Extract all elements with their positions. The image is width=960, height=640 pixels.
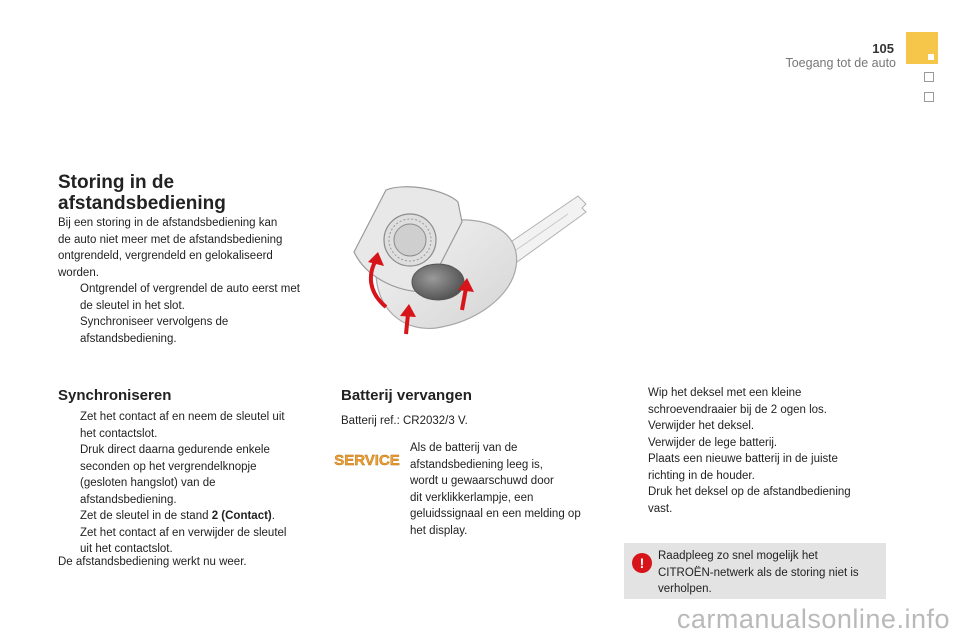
list-item: Plaats een nieuwe batterij in de juiste richting in de houder. [648,453,838,482]
list-item: Druk het deksel op de afstandbediening vast. [648,486,851,515]
list-item: Zet het contact af en verwijder de sleutel uit het contactslot. [80,526,287,555]
service-explanation: Als de batterij van de afstandsbediening leeg is, wordt u gewaarschuwd door dit verklikkerlampje, een geluidssignaal en een melding op het display. [410,442,581,537]
remote-key-illustration [346,182,596,342]
malfunction-title: Storing in de afstandsbediening [58,172,226,214]
arrow-up-icon-left [406,314,408,334]
battery-title: Batterij vervangen [341,387,472,404]
list-item: Zet de sleutel in de stand 2 (Contact). [80,510,275,522]
battery-cell [412,264,464,300]
warning-note [624,543,886,599]
service-warning-icon [334,446,400,472]
list-item: Synchroniseer vervolgens de afstandsbediening. [80,316,229,345]
svg-text:SERVICE: SERVICE [334,452,400,469]
warning-text: Raadpleeg zo snel mogelijk het CITROËN-netwerk als de storing niet is verholpen. [658,550,859,595]
sync-closing: De afstandsbediening werkt nu weer. [58,556,247,568]
list-item: Verwijder het deksel. [648,420,755,432]
battery-ref: Batterij ref.: CR2032/3 V. [341,415,468,427]
battery-steps [626,385,891,517]
list-item: Druk direct daarna gedurende enkele seconden op het vergrendelknopje (gesloten hangslot) van de afstandsbediening. [80,444,270,506]
malfunction-intro: Bij een storing in de afstandsbediening kan de auto niet meer met de afstandsbediening ontgrendeld, vergrendeld en gelokaliseerd worden. [58,217,283,279]
watermark: carmanualsonline.info [676,604,950,634]
list-item: Zet het contact af en neem de sleutel uit het contactslot. [80,411,285,440]
chapter-tab-3[interactable] [924,92,934,102]
list-item: Ontgrendel of vergrendel de auto eerst met de sleutel in het slot. [80,283,300,312]
list-item: Verwijder de lege batterij. [648,436,778,449]
page-number: 105 [872,41,894,56]
exclamation-icon: ! [632,553,652,573]
section-title: Toegang tot de auto [785,56,896,70]
sync-list [58,409,328,558]
tab-dot-icon [928,54,934,60]
chapter-tab-2[interactable] [924,72,934,82]
malfunction-list [58,281,328,347]
sync-title: Synchroniseren [58,387,172,404]
chapter-tab-active[interactable] [906,32,938,64]
list-item: Wip het deksel met een kleine schroevendraaier bij de 2 ogen los. [648,387,828,416]
